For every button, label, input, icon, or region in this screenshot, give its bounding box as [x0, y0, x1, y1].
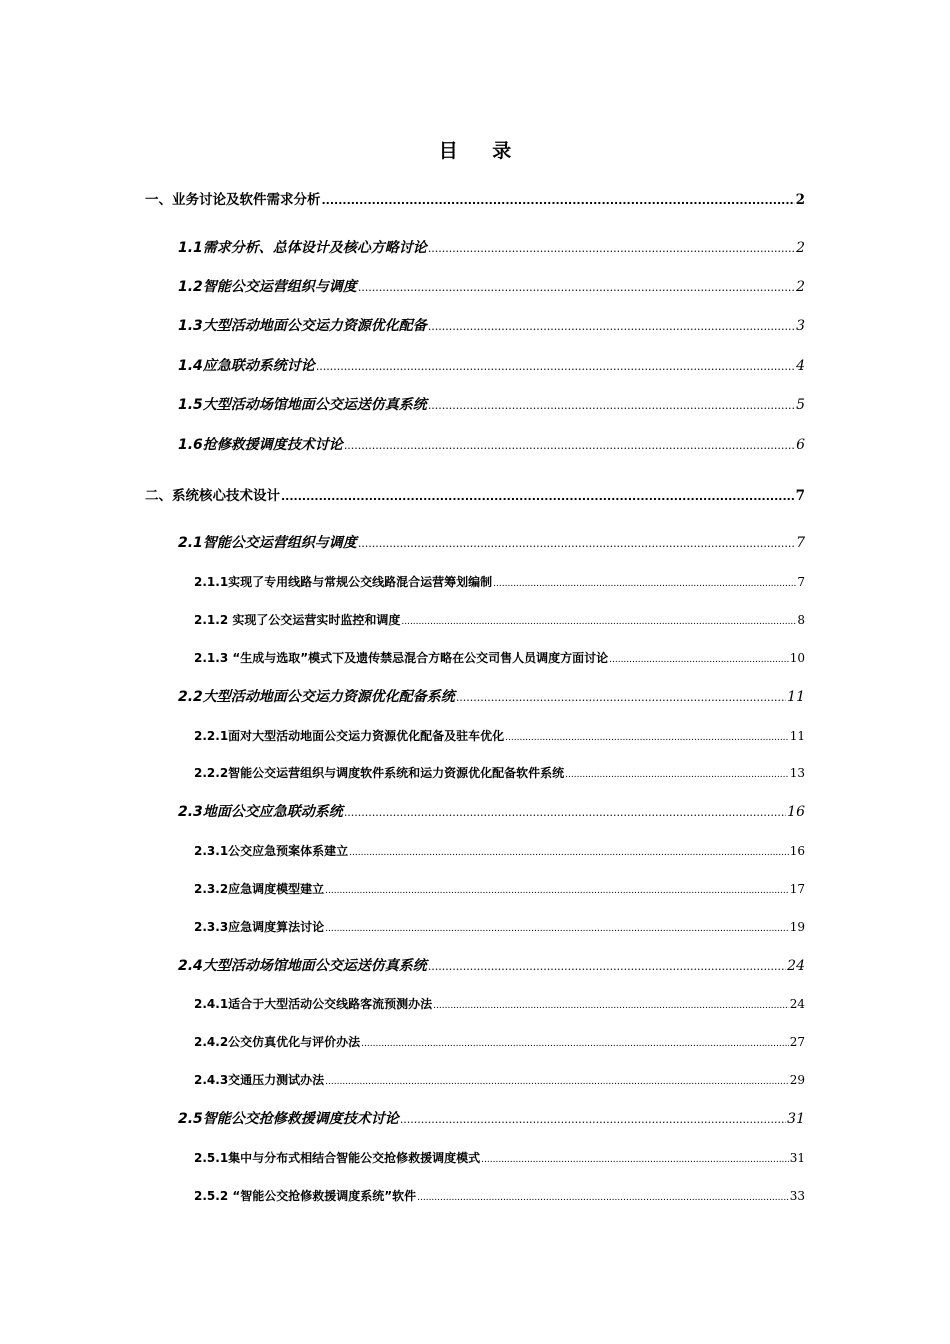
toc-entry-label: 2.4.1适合于大型活动公交线路客流预测办法	[194, 997, 433, 1011]
toc-entry-2-2-2[interactable]	[194, 764, 805, 781]
toc-page-number: 24	[787, 958, 805, 974]
toc-entry-label: 2.5.1集中与分布式相结合智能公交抢修救援调度模式	[194, 1151, 481, 1165]
toc-entry-label: 1.3大型活动地面公交运力资源优化配备	[178, 318, 427, 334]
toc-page-number: 29	[789, 1073, 805, 1087]
dot-leader	[417, 1193, 789, 1203]
toc-entry-2-5[interactable]	[178, 1108, 805, 1128]
toc-entry-label: 2.1智能公交运营组织与调度	[178, 535, 357, 551]
toc-page-number: 10	[789, 651, 805, 665]
toc-entry-label: 2.2大型活动地面公交运力资源优化配备系统	[178, 689, 455, 705]
toc-entry-2-1-2[interactable]	[194, 611, 805, 628]
toc-entry-label: 一、业务讨论及软件需求分析	[145, 192, 321, 208]
dot-leader	[349, 848, 789, 858]
toc-entry-label: 2.3.3应急调度算法讨论	[194, 920, 325, 934]
toc-page-number: 6	[796, 437, 805, 453]
dot-leader	[281, 490, 795, 503]
dot-leader	[481, 1155, 789, 1165]
dot-leader	[401, 617, 796, 627]
toc-page-number: 24	[789, 997, 805, 1011]
toc-entry-label: 2.5智能公交抢修救援调度技术讨论	[178, 1111, 399, 1127]
toc-entry-label: 1.5大型活动场馆地面公交运送仿真系统	[178, 397, 427, 413]
toc-entry-2-4[interactable]	[178, 955, 805, 975]
dot-leader	[400, 1113, 786, 1126]
dot-leader	[428, 242, 795, 255]
dot-leader	[505, 733, 789, 743]
toc-entry-label: 1.1需求分析、总体设计及核心方略讨论	[178, 240, 427, 256]
toc-page-number: 33	[789, 1189, 805, 1203]
toc-page-number: 27	[789, 1035, 805, 1049]
toc-entry-label: 2.1.1实现了专用线路与常规公交线路混合运营筹划编制	[194, 575, 493, 589]
toc-entry-label: 2.3.2应急调度模型建立	[194, 882, 325, 896]
dot-leader	[361, 1039, 789, 1049]
toc-entry-2-1-1[interactable]	[194, 573, 805, 590]
toc-entry-2-4-2[interactable]	[194, 1033, 805, 1050]
dot-leader	[428, 960, 786, 973]
toc-entry-label: 2.5.2 “智能公交抢修救援调度系统”软件	[194, 1189, 417, 1203]
dot-leader	[325, 924, 789, 934]
dot-leader	[433, 1001, 789, 1011]
dot-leader	[493, 579, 796, 589]
dot-leader	[428, 399, 795, 412]
toc-entry-2-3[interactable]	[178, 801, 805, 821]
toc-page-number: 2	[795, 192, 805, 208]
toc-page-number: 5	[796, 397, 805, 413]
toc-entry-label: 1.4应急联动系统讨论	[178, 358, 315, 374]
dot-leader	[456, 691, 786, 704]
toc-entry-label: 2.1.3 “生成与选取”模式下及遗传禁忌混合方略在公交司售人员调度方面讨论	[194, 651, 609, 665]
toc-entry-1-6[interactable]	[178, 434, 805, 454]
toc-entry-2-5-1[interactable]	[194, 1149, 805, 1166]
dot-leader	[358, 537, 795, 550]
toc-entry-label: 二、系统核心技术设计	[145, 488, 280, 504]
toc-entry-2-3-1[interactable]	[194, 842, 805, 859]
toc-entry-2-3-2[interactable]	[194, 880, 805, 897]
toc-entry-label: 2.3.1公交应急预案体系建立	[194, 844, 349, 858]
dot-leader	[344, 439, 795, 452]
toc-entry-2-1[interactable]	[178, 532, 805, 552]
toc-entry-label: 2.4大型活动场馆地面公交运送仿真系统	[178, 958, 427, 974]
toc-entry-2-2[interactable]	[178, 686, 805, 706]
toc-entry-label: 2.2.1面对大型活动地面公交运力资源优化配备及驻车优化	[194, 729, 505, 743]
dot-leader	[322, 194, 795, 207]
toc-entry-1-3[interactable]	[178, 315, 805, 335]
toc-page-number: 13	[789, 766, 805, 780]
toc-title: 目 录	[438, 140, 526, 162]
toc-page-number: 31	[787, 1111, 805, 1127]
dot-leader	[428, 320, 795, 333]
toc-page-number: 17	[789, 882, 805, 896]
dot-leader	[325, 886, 789, 896]
dot-leader	[565, 770, 789, 780]
toc-entry-label: 2.4.2公交仿真优化与评价办法	[194, 1035, 361, 1049]
toc-page-number: 8	[797, 613, 805, 627]
toc-entry-label: 1.2智能公交运营组织与调度	[178, 279, 357, 295]
toc-entry-2-5-2[interactable]	[194, 1187, 805, 1204]
toc-entry-2-1-3[interactable]	[194, 649, 805, 666]
toc-entry-1-2[interactable]	[178, 276, 805, 296]
dot-leader	[316, 360, 795, 373]
toc-page-number: 2	[796, 240, 805, 256]
toc-entry-label: 2.2.2智能公交运营组织与调度软件系统和运力资源优化配备软件系统	[194, 766, 565, 780]
toc-page-number: 16	[787, 804, 805, 820]
toc-entry-1[interactable]	[145, 188, 805, 208]
toc-entry-label: 2.4.3交通压力测试办法	[194, 1073, 325, 1087]
toc-entry-2-4-3[interactable]	[194, 1071, 805, 1088]
toc-page-number: 11	[787, 689, 805, 705]
toc-entry-2-4-1[interactable]	[194, 995, 805, 1012]
toc-entry-1-4[interactable]	[178, 355, 805, 375]
toc-page-number: 19	[789, 920, 805, 934]
toc-entry-label: 2.1.2 实现了公交运营实时监控和调度	[194, 613, 401, 627]
toc-page-number: 2	[796, 279, 805, 295]
toc-entry-2-2-1[interactable]	[194, 727, 805, 744]
toc-page-number: 11	[789, 729, 805, 743]
toc-entry-label: 1.6抢修救援调度技术讨论	[178, 437, 343, 453]
toc-page-number: 4	[796, 358, 805, 374]
toc-entry-1-5[interactable]	[178, 394, 805, 414]
dot-leader	[344, 806, 786, 819]
toc-page-number: 3	[796, 318, 805, 334]
toc-page-number: 7	[796, 535, 805, 551]
dot-leader	[358, 281, 795, 294]
toc-page-number: 31	[789, 1151, 805, 1165]
dot-leader	[609, 655, 789, 665]
dot-leader	[325, 1077, 789, 1087]
toc-page-number: 7	[795, 488, 805, 504]
toc-entry-1-1[interactable]	[178, 237, 805, 257]
toc-entry-label: 2.3地面公交应急联动系统	[178, 804, 343, 820]
toc-entry-2[interactable]	[145, 484, 805, 504]
toc-page-number: 16	[789, 844, 805, 858]
toc-entry-2-3-3[interactable]	[194, 918, 805, 935]
toc-page-number: 7	[797, 575, 805, 589]
